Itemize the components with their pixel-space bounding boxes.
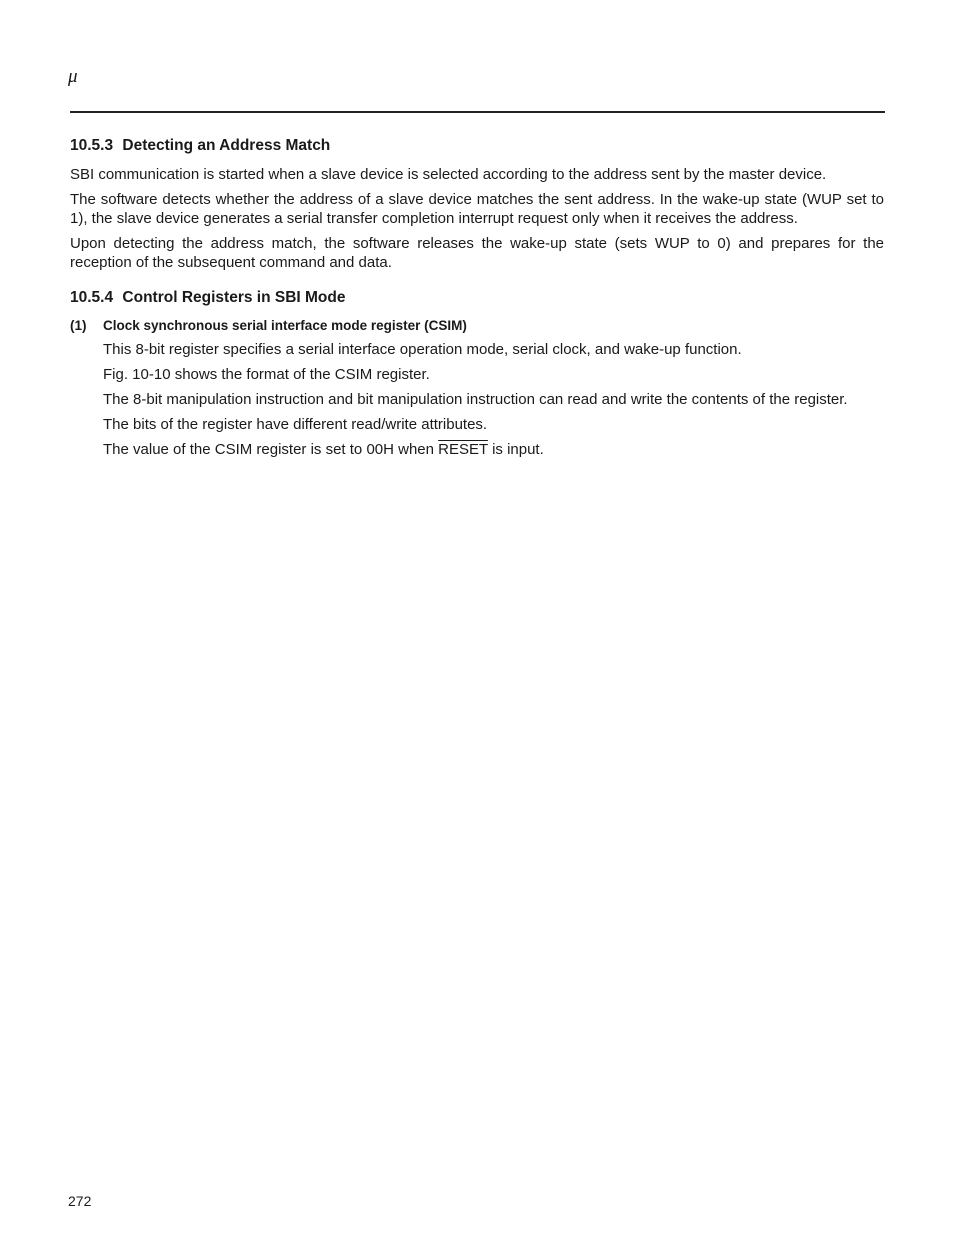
section-number: 10.5.4	[70, 289, 114, 306]
paragraph: This 8-bit register specifies a serial interface operation mode, serial clock, and wake-up function.	[103, 341, 742, 358]
paragraph: Upon detecting the address match, the software releases the wake-up state (sets WUP to 0) and prepares for the reception of the subsequent command and data.	[70, 235, 884, 271]
subsection-body	[70, 340, 884, 459]
text-before-signal: The value of the CSIM register is set to 00H when	[103, 441, 439, 458]
paragraph: Fig. 10-10 shows the format of the CSIM register.	[103, 366, 430, 383]
text-after-signal: is input.	[487, 441, 544, 458]
reset-signal: RESET	[438, 441, 488, 458]
subsection-index: (1)	[70, 318, 87, 333]
section-heading-10-5-4	[70, 288, 884, 308]
subsection-heading-csim	[70, 317, 884, 335]
paragraph-reset	[103, 440, 884, 459]
header-mu-symbol: μ	[68, 66, 78, 87]
page-number: 272	[68, 1193, 92, 1209]
section-number: 10.5.3	[70, 137, 114, 154]
paragraph: The 8-bit manipulation instruction and bit manipulation instruction can read and write the contents of the register.	[103, 391, 848, 408]
section-title: Control Registers in SBI Mode	[122, 289, 346, 306]
section-heading-10-5-3	[70, 136, 884, 156]
header-rule	[70, 111, 885, 113]
section-title: Detecting an Address Match	[122, 137, 331, 154]
paragraph: The software detects whether the address of a slave device matches the sent address. In the wake-up state (WUP set to 1), the slave device generates a serial transfer completion interrupt request only when it receives the address.	[70, 191, 884, 227]
paragraph: SBI communication is started when a slave device is selected according to the address sent by the master device.	[70, 166, 827, 183]
subsection-title: Clock synchronous serial interface mode register (CSIM)	[103, 318, 467, 333]
paragraph: The bits of the register have different read/write attributes.	[103, 416, 488, 433]
page-content	[70, 136, 884, 465]
